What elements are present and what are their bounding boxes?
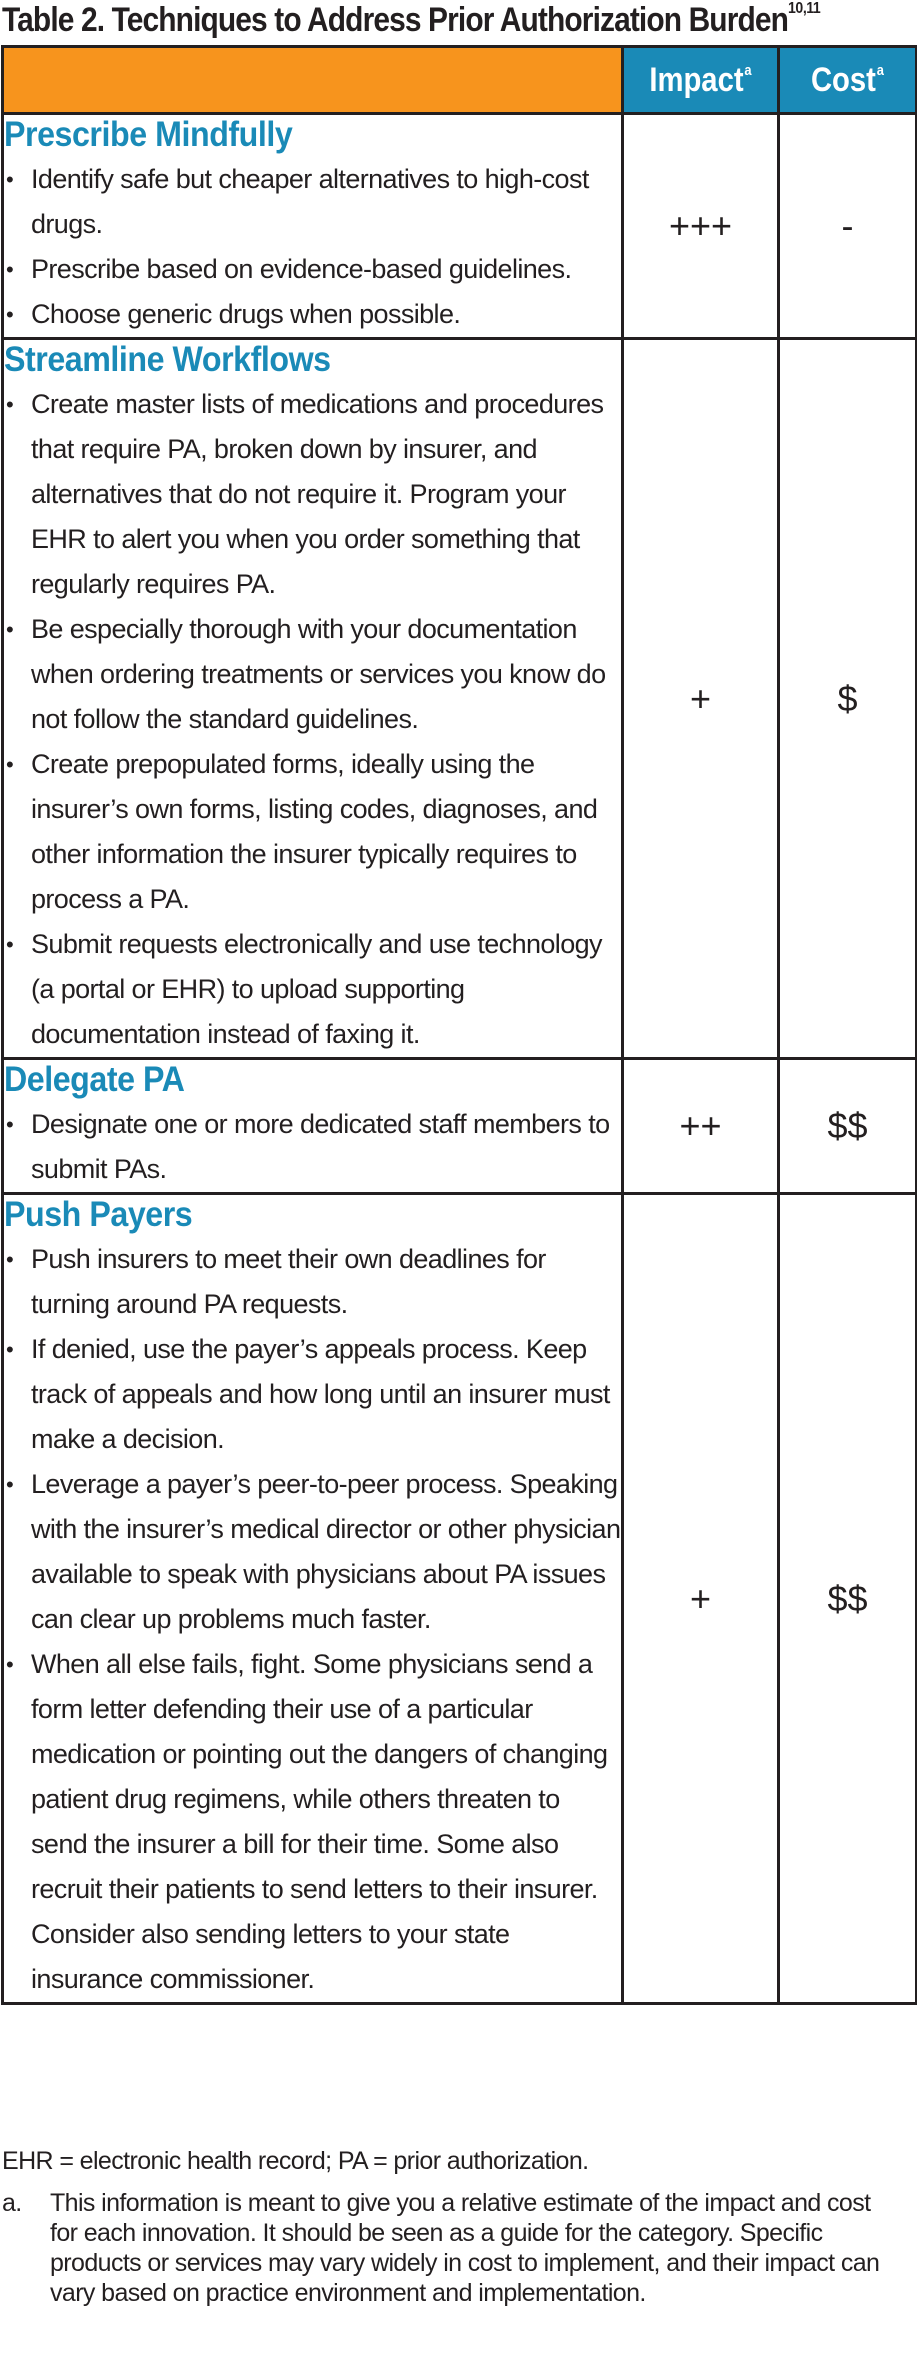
section-title: Push Payers	[4, 1195, 193, 1234]
cost-header-label: Cost	[810, 60, 876, 99]
table-footnotes	[2, 2146, 902, 2308]
cost-value: $$	[779, 1059, 917, 1194]
header-blank-cell	[3, 47, 623, 114]
section-title: Prescribe Mindfully	[4, 115, 293, 154]
table-row-streamline-workflows	[3, 339, 917, 1059]
bullet-item: • Be especially thorough with your documentation when ordering treatments or services you know do not follow the standard guidelines.	[4, 607, 621, 742]
technique-cell	[3, 1194, 623, 2004]
bullet-list	[4, 1237, 621, 2002]
cost-header-superscript: a	[876, 61, 885, 79]
footnote-a	[2, 2188, 902, 2308]
abbreviations-note: EHR = electronic health record; PA = prior authorization.	[2, 2147, 589, 2175]
bullet-item: • If denied, use the payer’s appeals process. Keep track of appeals and how long until an insurer must make a decision.	[4, 1327, 621, 1462]
cost-header	[779, 47, 917, 114]
bullet-item: • Submit requests electronically and use technology (a portal or EHR) to upload supporting documentation instead of faxing it.	[4, 922, 621, 1057]
bullet-list	[4, 157, 621, 337]
table-row-delegate-pa	[3, 1059, 917, 1194]
cost-value: $	[779, 339, 917, 1059]
footnote-text: This information is meant to give you a relative estimate of the impact and cost for each innovation. It should be seen as a guide for the category. Specific products or services may vary widely in cost to implement, and their impact can vary based on practice environment and implementation.	[50, 2189, 880, 2307]
bullet-item: • Identify safe but cheaper alternatives to high-cost drugs.	[4, 157, 621, 247]
cost-value: -	[779, 114, 917, 339]
impact-value: +++	[623, 114, 779, 339]
impact-header-label: Impact	[649, 60, 744, 99]
impact-value: +	[623, 339, 779, 1059]
bullet-item: • Leverage a payer’s peer-to-peer process. Speaking with the insurer’s medical director or other physician available to speak with physicians about PA issues can clear up problems much faster.	[4, 1462, 621, 1642]
impact-value: ++	[623, 1059, 779, 1194]
bullet-list	[4, 382, 621, 1057]
technique-cell	[3, 339, 623, 1059]
bullet-list	[4, 1102, 621, 1192]
impact-header	[623, 47, 779, 114]
table-title	[2, 0, 820, 40]
techniques-table	[1, 45, 917, 2005]
table-title-text: Table 2. Techniques to Address Prior Authorization Burden	[2, 1, 789, 39]
title-reference-superscript: 10,11	[788, 0, 821, 17]
table-row-push-payers	[3, 1194, 917, 2004]
impact-value: +	[623, 1194, 779, 2004]
technique-cell	[3, 1059, 623, 1194]
section-title: Streamline Workflows	[4, 340, 331, 379]
bullet-item: • Choose generic drugs when possible.	[4, 292, 621, 337]
table-row-prescribe-mindfully	[3, 114, 917, 339]
bullet-item: • Designate one or more dedicated staff members to submit PAs.	[4, 1102, 621, 1192]
bullet-item: • Create prepopulated forms, ideally using the insurer’s own forms, listing codes, diagnoses, and other information the insurer typically requires to process a PA.	[4, 742, 621, 922]
table-header-row	[3, 47, 917, 114]
bullet-item: • When all else fails, fight. Some physicians send a form letter defending their use of a particular medication or pointing out the dangers of changing patient drug regimens, while others threaten to send the insurer a bill for their time. Some also recruit their patients to send letters to their insurer. Consider also sending letters to your state insurance commissioner.	[4, 1642, 621, 2002]
bullet-item: • Prescribe based on evidence-based guidelines.	[4, 247, 621, 292]
bullet-item: • Create master lists of medications and procedures that require PA, broken down by insurer, and alternatives that do not require it. Program your EHR to alert you when you order something that regularly requires PA.	[4, 382, 621, 607]
bullet-item: • Push insurers to meet their own deadlines for turning around PA requests.	[4, 1237, 621, 1327]
cost-value: $$	[779, 1194, 917, 2004]
section-title: Delegate PA	[4, 1060, 185, 1099]
footnote-marker: a.	[2, 2189, 22, 2217]
technique-cell	[3, 114, 623, 339]
impact-header-superscript: a	[744, 61, 752, 79]
